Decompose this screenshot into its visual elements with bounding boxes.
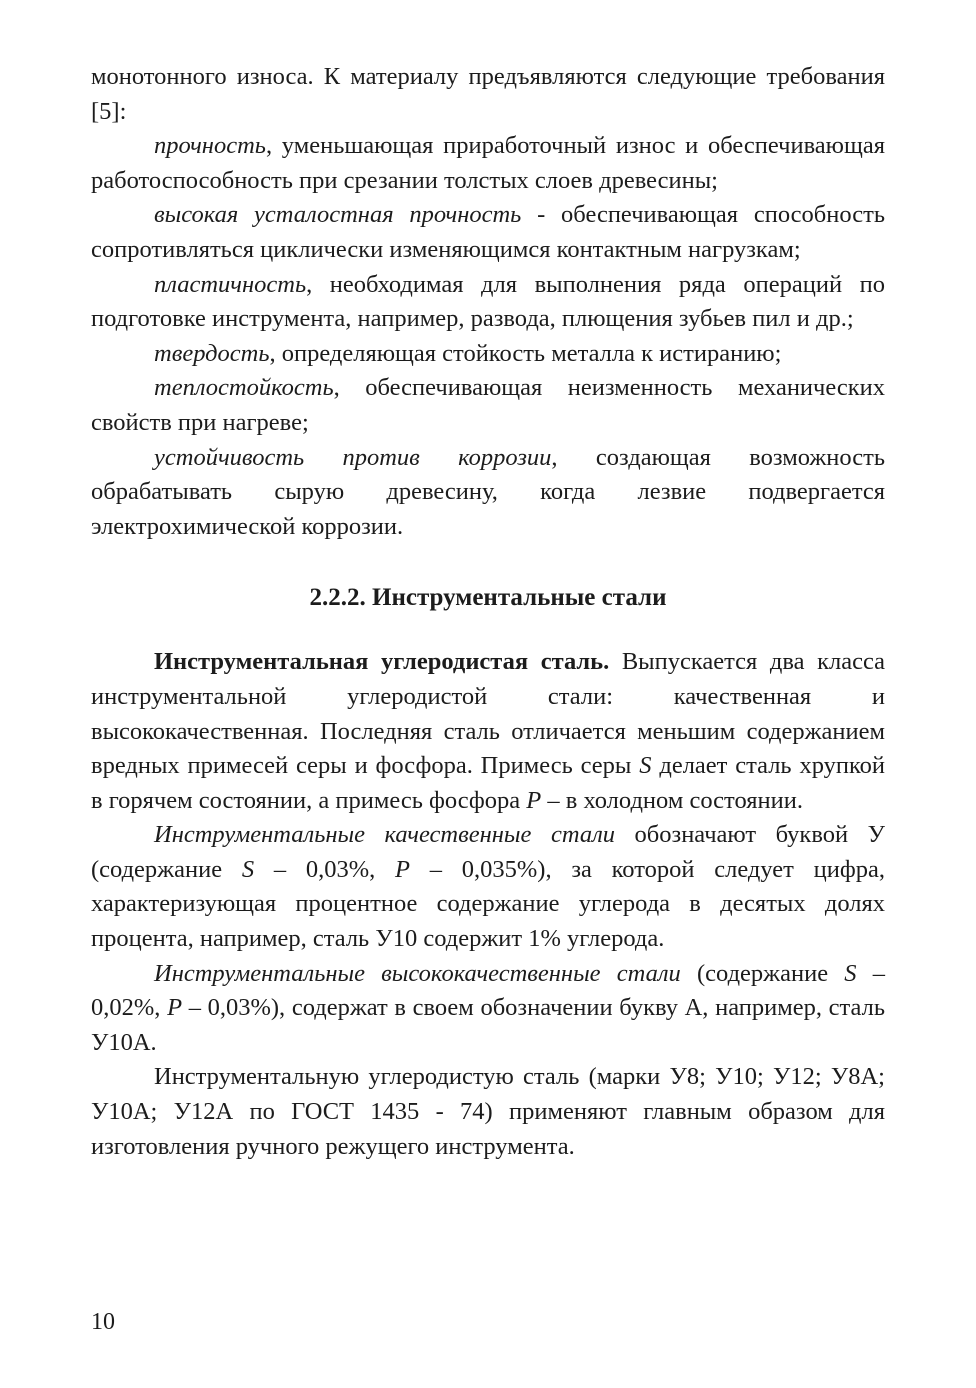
requirement-text: , обеспечивающая неизменность механических свойств при нагреве; — [91, 374, 885, 436]
carbon-steel-paragraph — [91, 645, 885, 818]
sulfur-symbol: S — [844, 959, 857, 987]
requirement-term: теплостойкость — [154, 374, 334, 402]
requirement-term: высокая усталостная прочность — [154, 201, 522, 229]
requirement-item — [91, 337, 885, 372]
requirement-text: , необходимая для выполнения ряда операций по подготовке инструмента, например, развода, плющения зубьев пил и др.; — [91, 270, 885, 333]
phosphorus-symbol: P — [526, 786, 542, 814]
page-body — [91, 60, 885, 1164]
paragraph-text: – в холодном состоянии. — [541, 786, 803, 814]
high-quality-steel-term: Инструментальные высококачественные стали — [154, 959, 681, 987]
requirement-term: пластичность — [154, 270, 307, 298]
requirement-text: , создающая возможность обрабатывать сырую древесину, когда лезвие подвергается электрохимической коррозии. — [91, 443, 886, 540]
high-quality-steel-paragraph — [91, 957, 885, 1061]
intro-paragraph: монотонного износа. К материалу предъявляются следующие требования [5]: — [91, 63, 885, 125]
requirement-item — [91, 198, 885, 267]
paragraph-text: обозначают буквой У (содержание — [91, 821, 885, 883]
requirement-item — [91, 268, 885, 337]
requirement-item — [91, 129, 885, 198]
paragraph-text: делает сталь хрупкой в горячем состоянии, а примесь фосфора — [91, 752, 886, 814]
paragraph-text: (содержание — [680, 959, 845, 987]
requirement-term: прочность — [154, 132, 266, 160]
phosphorus-symbol: P — [167, 994, 183, 1022]
requirement-text: , уменьшающая приработочный износ и обеспечивающая работоспособность при срезании толстых слоев древесины; — [91, 132, 885, 194]
sulfur-symbol: S — [241, 855, 255, 883]
requirement-text: , определяющая стойкость металла к истиранию; — [269, 339, 782, 367]
requirement-item — [91, 371, 885, 440]
paragraph-text: Выпускается два класса инструментальной углеродистой стали: качественная и высококачественная. Последняя сталь отличается меньшим содержанием вредных примесей серы и фосфора. Примесь серы — [91, 648, 885, 780]
requirement-term: твердость — [154, 339, 270, 367]
paragraph-text: – 0,03%, — [254, 855, 396, 883]
paragraph-text: – 0,03%), содержат в своем обозначении букву А, например, сталь У10А. — [91, 994, 885, 1056]
paragraph-text: – 0,035%), за которой следует цифра, характеризующая процентное содержание углерода в десятых долях процента, например, сталь У10 содержит 1% углерода. — [91, 855, 885, 953]
requirement-item — [91, 441, 885, 545]
quality-steel-paragraph — [91, 818, 885, 956]
page-number: 10 — [91, 1309, 115, 1335]
requirement-term: устойчивость против коррозии — [154, 443, 552, 471]
sulfur-symbol: S — [639, 752, 652, 780]
paragraph-text: – 0,02%, — [91, 959, 885, 1022]
application-paragraph: Инструментальную углеродистую сталь (марки У8; У10; У12; У8А; У10А; У12А по ГОСТ 1435 - 74) применяют главным образом для изготовления ручного режущего инструмента. — [91, 1063, 885, 1160]
phosphorus-symbol: P — [395, 855, 410, 883]
requirement-text: - обеспечивающая способность сопротивляться циклически изменяющимся контактным нагрузкам; — [91, 201, 886, 263]
quality-steel-term: Инструментальные качественные стали — [154, 821, 615, 849]
section-heading: 2.2.2. Инструментальные стали — [309, 584, 667, 612]
carbon-steel-term: Инструментальная углеродистая сталь. — [154, 648, 610, 676]
